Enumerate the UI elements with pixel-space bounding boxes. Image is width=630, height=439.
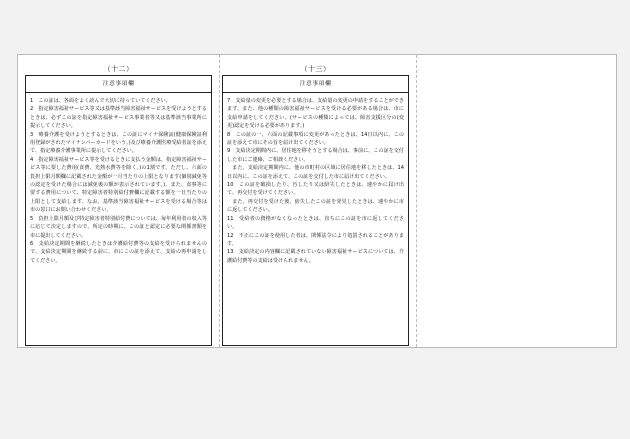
note-paragraph: 13 支給決定の内容欄に記載されていない障害福祉サービスについては、介護給付費等の支給は受けられません。 [227, 249, 404, 264]
note-paragraph: 2 指定障害福祉サービス等又は基準該当障害福祉サービスを受けようとするときは、必ずこの証を指定障害福祉サービス事業者等又は基準該当事業所に提示してください。 [30, 106, 207, 130]
notes-heading: 注意事項欄 [26, 76, 211, 93]
note-paragraph: 9 支給決定期間内に、居住地を移そうとする場合は、事前に、この証を交付した市にご連絡、ご相談ください。 [227, 148, 404, 163]
note-paragraph: 6 支給決定期間を継続したときは介護給付費等の支給を受けられませんので、支給決定期間を継続する前に、市にこの証を添えて、支給の再申請をしてください。 [30, 240, 207, 264]
document-sheet [17, 54, 617, 348]
note-paragraph: 4 指定障害福祉サービス等を受けるときに支払う金額は、指定障害福祉サービス等に要した費用(食費、光熱水費等を除く。)の1割です。ただし、六面の負担上限月額欄に記載された金額が一月当たりの上限となります(個別減免等の認定を受けた場合には減免後の額が表示されています。)。また、食事等に要する費用について、特定障害者特別給付費欄に記載する額を一日当たりの上限として支給します。なお、基準該当障害福祉サービスを受ける場合等は市の窓口にお問い合わせください。 [30, 156, 207, 214]
notes-body [26, 93, 211, 265]
note-paragraph: 11 受給者の資格がなくなったときは、直ちにこの証を市に返してください。 [227, 215, 404, 231]
panel-12 [25, 65, 212, 346]
notes-body [223, 93, 408, 265]
fold-divider [219, 55, 220, 347]
panel-blank [419, 65, 606, 345]
notes-box [222, 75, 409, 346]
note-paragraph: 8 この証の一、六面の記載事項に変更があったときは、14日以内に、この証を添えて市にその旨を届け出てください。 [227, 131, 404, 147]
note-paragraph: 12 不正にこの証を使用した者は、関係法令により処罰されることがあります。 [227, 232, 404, 247]
note-paragraph: 3 療養介護を受けようとするときは、この証にマイナ保険証(健康保険証利用登録がされたマイナンバーカードをいう。)及び療養介護医療受給者証を添えて、指定療養介護事業所に提示してください。 [30, 131, 207, 155]
notes-heading: 注意事項欄 [223, 76, 408, 93]
panel-13 [222, 65, 409, 346]
note-paragraph: 1 この証は、各面をよく読んで大切に持っていてください。 [30, 98, 171, 104]
fold-divider [416, 55, 417, 347]
panel-number: （十二） [103, 65, 134, 73]
note-paragraph: また、支給決定期間内に、他の市町村の区域に居住地を移したときは、14日以内に、この証を添えて、この証を交付した市に届け出てください。 [227, 165, 404, 180]
panel-number: （十三） [300, 65, 331, 73]
note-paragraph: また、再交付を受けた後、紛失したこの証を発見したときは、速やかに市に返してください。 [227, 198, 404, 214]
note-paragraph: 5 負担上限月額及び特定障害者特別給付費については、毎年利用者の収入等に応じて決定しますので、所定の時期に、この証と認定に必要な関係書類を市に提出してください。 [30, 215, 207, 239]
note-paragraph: 7 支給量の変更を必要とする場合は、支給量の変更の申請をすることができます。また、他の種類の障害福祉サービスを受ける必要がある場合は、市に支給申請をしてください。(サービスの種類によっては、障害支援区分の(変更)認定を受ける必要があります。) [227, 98, 404, 130]
note-paragraph: 10 この証を破損したり、汚したり又は紛失したときは、速やかに届け出て、再交付を受けてください。 [227, 182, 404, 197]
notes-box [25, 75, 212, 346]
